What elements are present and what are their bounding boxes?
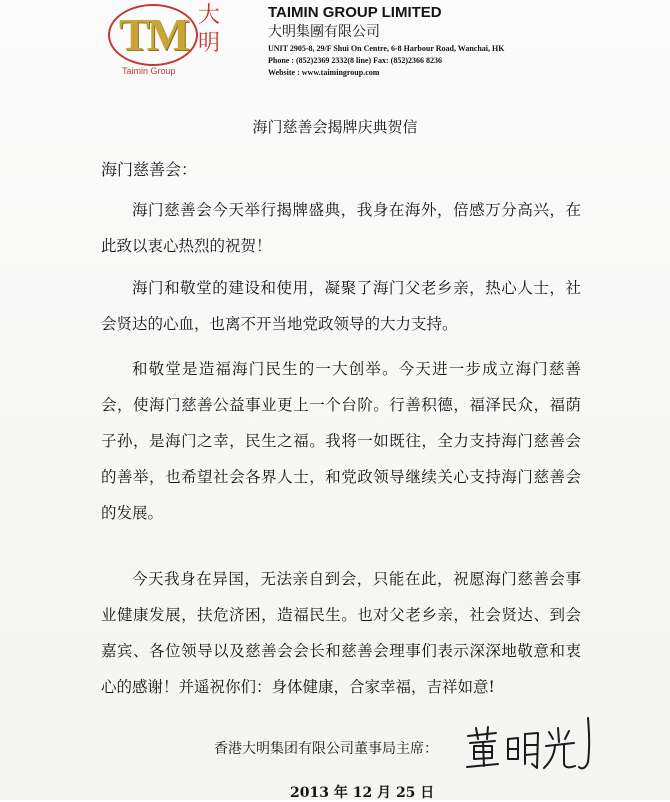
company-phone-fax: Phone : (852)2369 2332(8 line) Fax: (852)2366 8236 xyxy=(268,56,442,65)
letter-date: 2013 年 12 月 25 日 xyxy=(290,785,435,801)
company-website: Website : www.taimingroup.com xyxy=(268,68,380,77)
letter-title: 海门慈善会揭牌庆典贺信 xyxy=(252,118,418,136)
paragraph-1: 海门慈善会今天举行揭牌盛典，我身在海外，倍感万分高兴，在此致以衷心热烈的祝贺！ xyxy=(101,201,581,255)
logo-tm-text: TM xyxy=(118,9,188,60)
logo-emblem xyxy=(108,4,198,66)
company-info xyxy=(268,4,568,78)
logo-caption: Taimin Group xyxy=(122,66,176,76)
paragraph-3: 和敬堂是造福海门民生的一大创举。今天进一步成立海门慈善会，使海门慈善公益事业更上一个台阶。行善积德，福泽民众，福荫子孙，是海门之幸，民生之福。我将一如既往，全力支持海门慈善会的善举，也希望社会各界人士，和党政领导继续关心支持海门慈善会的发展。 xyxy=(101,360,581,522)
paragraph-4: 今天我身在异国，无法亲自到会，只能在此，祝愿海门慈善会事业健康发展，扶危济困，造福民生。也对父老乡亲，社会贤达、到会嘉宾、各位领导以及慈善会会长和慈善会理事们表示深深地敬意和衷心的感谢！并遥祝你们：身体健康，合家幸福，吉祥如意! xyxy=(101,570,581,696)
company-address: UNIT 2905-8, 29/F Shui On Centre, 6-8 Harbour Road, Wanchai, HK xyxy=(268,44,505,53)
sign-title: 香港大明集团有限公司董事局主席： xyxy=(214,741,438,757)
logo-chinese-text: 大明 xyxy=(198,3,221,56)
handwritten-signature xyxy=(462,706,612,776)
company-name-en: TAIMIN GROUP LIMITED xyxy=(268,4,442,21)
paragraph-2: 海门和敬堂的建设和使用，凝聚了海门父老乡亲，热心人士，社会贤达的心血，也离不开当地党政领导的大力支持。 xyxy=(101,279,581,333)
company-logo xyxy=(100,0,240,88)
company-name-cn: 大明集團有限公司 xyxy=(268,24,380,40)
salutation: 海门慈善会： xyxy=(101,160,198,179)
